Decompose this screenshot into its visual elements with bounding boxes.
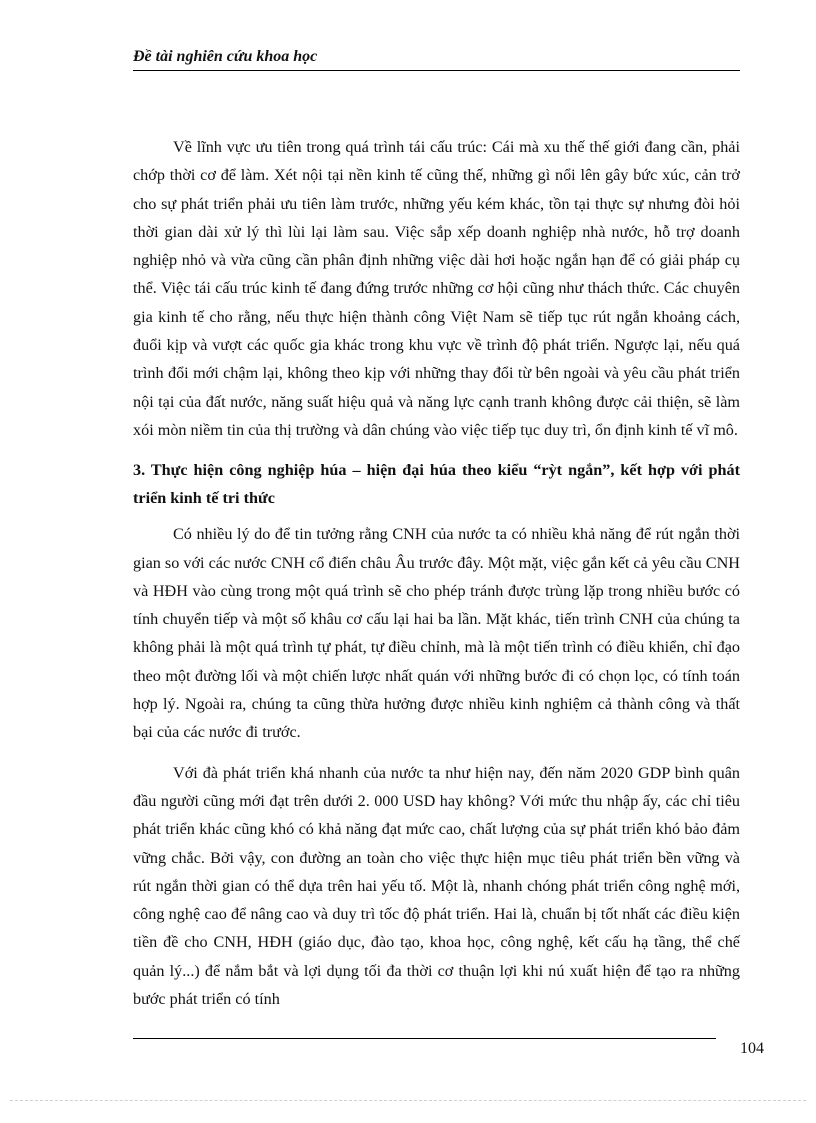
page-number: 104 — [740, 1040, 764, 1057]
footer-rule — [133, 1038, 716, 1039]
header-rule — [133, 70, 740, 71]
paragraph-priority-areas: Về lĩnh vực ưu tiên trong quá trình tái cấu trúc: Cái mà xu thế thế giới đang cần, phải chớp thời cơ để làm. Xét nội tại nền kinh tế cũng thế, những gì nổi lên gây bức xúc, cản trở cho sự phát triển phải ưu tiên làm trước, những yếu kém khác, tồn tại thực sự nhưng đòi hỏi thời gian dài xử lý thì lùi lại làm sau. Việc sắp xếp doanh nghiệp nhà nước, hỗ trợ doanh nghiệp nhỏ và vừa cũng cần phân định những việc dài hơi hoặc ngắn hạn để có giải pháp cụ thể. Việc tái cấu trúc kinh tế đang đứng trước những cơ hội cũng như thách thức. Các chuyên gia kinh tế cho rằng, nếu thực hiện thành công Việt Nam sẽ tiếp tục rút ngắn khoảng cách, đuổi kịp và vượt các quốc gia khác trong khu vực về trình độ phát triển. Ngược lại, nếu quá trình đổi mới chậm lại, không theo kịp với những thay đổi từ bên ngoài và yêu cầu phát triển nội tại của đất nước, năng suất hiệu quả và năng lực cạnh tranh không được cải thiện, sẽ làm xói mòn niềm tin của thị trường và dân chúng vào việc tiếp tục duy trì, ổn định kinh tế vĩ mô. — [133, 138, 740, 439]
section-heading: 3. Thực hiện công nghiệp húa – hiện đại húa theo kiểu “rỳt ngắn”, kết hợp với phát triển kinh tế tri thức — [133, 461, 740, 508]
running-header: Đề tài nghiên cứu khoa học — [133, 48, 318, 65]
paragraph-growth-outlook: Với đà phát triển khá nhanh của nước ta như hiện nay, đến năm 2020 GDP bình quân đầu người cũng mới đạt trên dưới 2. 000 USD hay không? Với mức thu nhập ấy, các chỉ tiêu phát triển khác cũng khó có khả năng đạt mức cao, chất lượng của sự phát triển khó bảo đảm vững chắc. Bởi vậy, con đường an toàn cho việc thực hiện mục tiêu phát triển bền vững và rút ngắn thời gian có thể dựa trên hai yếu tố. Một là, nhanh chóng phát triển công nghệ mới, công nghệ cao để nâng cao và duy trì tốc độ phát triển. Hai là, chuẩn bị tốt nhất các điều kiện tiền đề cho CNH, HĐH (giáo dục, đào tạo, khoa học, công nghệ, kết cấu hạ tầng, thể chế quản lý...) để nắm bắt và lợi dụng tối đa thời cơ thuận lợi khi nú xuất hiện để tạo ra những bước phát triển có tính — [133, 763, 740, 1009]
paragraph-industrialization-reasons: Có nhiều lý do để tin tưởng rằng CNH của nước ta có nhiều khả năng để rút ngắn thời gian so với các nước CNH cổ điển châu Âu trước đây. Một mặt, việc gắn kết cả yêu cầu CNH và HĐH vào cùng trong một quá trình sẽ cho phép tránh được trùng lặp trong nhiều bước có tính chuyển tiếp và một số khâu cơ cấu lại hai ba lần. Mặt khác, tiến trình CNH của chúng ta không phải là một quá trình tự phát, tự điều chỉnh, mà là một tiến trình có điều khiển, chỉ đạo theo một đường lối và một chiến lược nhất quán với những bước đi có chọn lọc, có tính toán hợp lý. Ngoài ra, chúng ta cũng thừa hưởng được nhiều kinh nghiệm cả thành công và thất bại của các nước đi trước. — [133, 525, 740, 742]
page-edge — [10, 1100, 806, 1101]
document-body — [133, 133, 740, 1025]
